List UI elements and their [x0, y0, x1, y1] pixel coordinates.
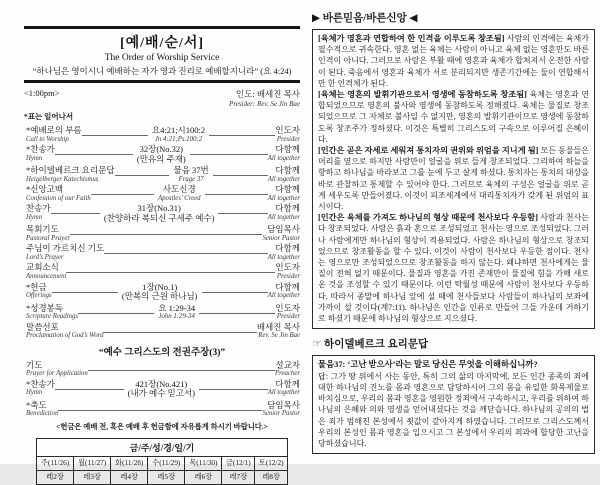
worship-row-catechism: *하이델베르크 요리문답 Heigelberger Katechismus 물음 37번 Frage 37 다함께 All together: [26, 165, 301, 183]
table-value-row: 레2장 레3장 레4장 레5장 레6장 레7장 레8장: [37, 470, 288, 484]
table-title: 금/주/성/경/일/기: [37, 438, 288, 456]
leader-line: [160, 401, 262, 411]
leader-line: [218, 204, 267, 214]
presider-en: Presider: Rev. Se Jin Bae: [229, 100, 300, 108]
leader-line: [55, 380, 124, 390]
worship-row-benediction: *축도 Benediction 담임목사 Senior Pastor: [26, 399, 301, 418]
faith-paragraph: [육체는 영혼의 발휘기관으로서 영생에 동참하도록 창조됨] 육체는 영혼과 연합되었으므로 영혼의 불사와 영생에 동참하도록 정해졌다. 육체는 물질로 창조되었으므로 그 자체로 불사일 수 없지만, 영혼의 발휘기관이므로 영생에 동참하도록 창조주가 정하셨다. 이것은 특별히 그리스도의 구속으로 이루어질 은혜이다.: [318, 90, 589, 144]
worship-row-proclamation: 말씀선포 Proclamation of God’s Word 배세진 목사 Rev. Se Jin Bae: [26, 321, 301, 340]
presider-kr: 인도: 배세진 목사: [235, 89, 300, 99]
leader-line: [202, 283, 268, 293]
leader-line: [166, 225, 262, 235]
worship-row-hymn-32: *찬송가 Hymn 32장(No.32) (만유의 주재) 다함께 All together: [26, 144, 301, 164]
table-title-row: [37, 438, 288, 456]
leader-line: [82, 126, 148, 136]
leader-line: [51, 204, 100, 214]
leader-line: [104, 244, 186, 254]
presider-block: [229, 88, 300, 108]
faith-paragraph: [육체가 영혼과 연합하여 한 인격을 이루도록 창조됨] 사람의 인격에는 육체가 필수적으로 귀속한다. 영혼 없는 육체는 사람이 아니고 육체 없는 영혼만도 바른 인격이 아니다. 그러므로 사람은 부활 때에 영혼과 육체가 합쳐져서 온전한 사람이 된다. 죽음에서 영혼과 육체가 서로 분리되지만 생존기간에는 둘이 연합해서만 한 인격체가 된다.: [318, 34, 589, 88]
table-header-row: 주(11/26) 월(11/27) 화(11/28) 수(11/29) 목(11/30) 금(12/1) 토(12/2): [37, 456, 288, 470]
weekly-reading-table: [36, 438, 288, 485]
leader-line: [205, 185, 268, 195]
leader-line: [78, 304, 154, 314]
leader-line: [190, 145, 268, 155]
leader-line: [55, 145, 133, 155]
pointing-hand-icon: ☞: [312, 339, 322, 351]
sermon-title: “예수 그리스도의 전권주장(3)”: [98, 347, 226, 358]
right-faith-header: ▶ 바른믿음/바른신앙 ◀: [312, 13, 418, 24]
leader-line: [91, 185, 154, 195]
leader-line: [66, 263, 170, 273]
leader-line: [58, 401, 160, 411]
catechism-header: [312, 336, 595, 351]
worship-row-announcement: 교회소식 Announcement 인도자 Presider: [26, 262, 300, 280]
worship-order-section: [24, 26, 300, 485]
offering-note: <헌금은 예배 전, 혹은 예배 후 헌금함에 자유롭게 하시기 바랍니다.>: [56, 421, 268, 431]
worship-row-hymn-421: *찬송가 Hymn 421장(No.421) (내가 예수 믿고서) 다함께 All together: [26, 378, 300, 399]
leader-line: [70, 225, 166, 235]
leader-line: [213, 166, 268, 176]
worship-subtitle-en: The Order of Worship Service: [104, 53, 220, 63]
worship-row-prayer-application: 기도 Prayer for Application 설교자 Preacher: [26, 359, 300, 378]
leader-line: [52, 283, 118, 293]
leader-line: [88, 361, 182, 371]
catechism-box: [312, 355, 595, 454]
leader-line: [115, 166, 170, 176]
worship-verse: “하나님은 영이시니 예배하는 자가 영과 진리로 예배할지니라” (요 4:24): [32, 66, 292, 76]
leader-line: [180, 323, 257, 333]
worship-row-hymn-31: 찬송가 Hymn 31장(No.31) (찬양하라 복되신 구세주 예수) 다함께 All together: [26, 203, 300, 223]
leader-line: [186, 244, 268, 254]
right-faith-box: [312, 29, 595, 329]
leader-line: [199, 380, 268, 390]
service-time: <1:00pm>: [24, 88, 60, 98]
worship-row-offerings: *헌금 Offerings 1장(No.1) (만복의 근원 하나님) 다함께 All together: [26, 281, 301, 302]
second-rule: [24, 80, 300, 83]
worship-row-confession: *신앙고백 Confession of our Faith 사도신경 Apostles’ Creed 다함께 All together: [26, 184, 300, 202]
worship-title: [예/배/순/서]: [119, 36, 205, 51]
leader-line: [199, 304, 275, 314]
catechism-question: 물음37: ‘고난 받으사’라는 말로 당신은 무엇을 이해하십니까?: [318, 360, 538, 370]
worship-row-lords-prayer: 주님이 가르치신 기도 Lord’s Prayer 다함께 All together: [26, 243, 300, 261]
worship-row-call-to-worship: *예배로의 부름 Call to Worship 요4:21;시100:2 Jn 4:21;Ps.100:2 인도자 Presider: [26, 125, 300, 143]
faith-paragraph: [인간은 육체를 가져도 하나님의 형상 때문에 천사보다 우등함] 사람과 천사는 다 창조되었다. 사람은 흙과 혼으로 조성되었고 천사는 영으로 조성되었다. 그러나 사람에게만 하나님의 형상이 적용되었다. 사람은 하나님의 형상으로 창조되었으므로 창조활동을 할 수 있다. 이것이 사람이 천사보다 우등한 점이다. 천사는 영으로만 조성되었으므로 창조활동을 하지 않는다. 왜냐하면 천사에게는 물질이 전혀 없기 때문이다. 물질과 영혼을 가진 존재만이 물질에 힘을 가해 새로운 것을 조성할 수 있기 때문이다. 이런 탁월성 때문에 사람이 천사보다 우등하다. 따라서 종말에 하나님 앞에 설 때에 천사들보다 사람들이 하나님의 보좌에 가까이 설 것이다(계7:11). 하나님은 인간을 인류로 만들어 그들 가운데 거하기로 하셨기 때문에 하나님의 형상으로 지으셨다.: [318, 213, 589, 324]
catechism-header-label: 하이델베르크 요리문답: [324, 339, 429, 351]
worship-row-scripture: *성경봉독 Scripture Readings 요 1:29-34 John 1:29-34 인도자 Presider: [26, 302, 300, 321]
faith-paragraph: [인간은 곧은 자세로 세워져 통치자의 권위와 위엄을 지니게 됨] 모든 동물들은 머리를 옆으로 하지만 사람만이 얼굴을 위로 들게 창조되었다. 그리하여 하늘을 향하고 하나님을 바라보고 그를 눈에 두고 살게 하셨다. 통치자는 통치의 대상을 바로 관찰하고 통제할 수 있어야 한다. 그러므로 육체의 구성은 얼굴을 위로 곧게 세우도록 만들어졌다. 이것이 피조세계에서 대리통치자가 갖게 된 위엄의 표시이다.: [318, 146, 590, 212]
leader-line: [171, 263, 275, 273]
catechism-answer: 답: 그가 땅 위에서 사는 동안, 특히 그의 삶의 마지막에, 모든 인간 종족의 죄에 대한 하나님의 진노를 몸과 영혼으로 담당하시어 그의 몸을 유일한 화목제물로 바치심으로, 우리의 몸과 영혼을 영원한 정죄에서 구속하시고, 우리를 위하여 하나님의 은혜와 의와 영생을 얻어내셨다는 것을 깨닫습니다. 하나님의 공의의 법은 죄가 범해진 본성에서 죗값이 갚아지게 하였습니다. 그러므로 그리스도께서 우리의 본성인 몸과 영혼을 입으시고 그 본성에서 우리의 죄과에 합당한 고난을 당하셨습니다.: [318, 371, 589, 448]
right-faith-section: [312, 10, 595, 454]
time-presider-row: [24, 88, 300, 108]
worship-row-pastoral-prayer: 목회기도 Pastoral Prayer 담임목사 Senior Pastor: [26, 224, 301, 242]
leader-line: [209, 126, 275, 136]
leader-line: [103, 323, 180, 333]
leader-line: [181, 361, 275, 371]
stand-note: *표는 일어나서: [24, 112, 74, 121]
top-rule: [24, 26, 300, 29]
